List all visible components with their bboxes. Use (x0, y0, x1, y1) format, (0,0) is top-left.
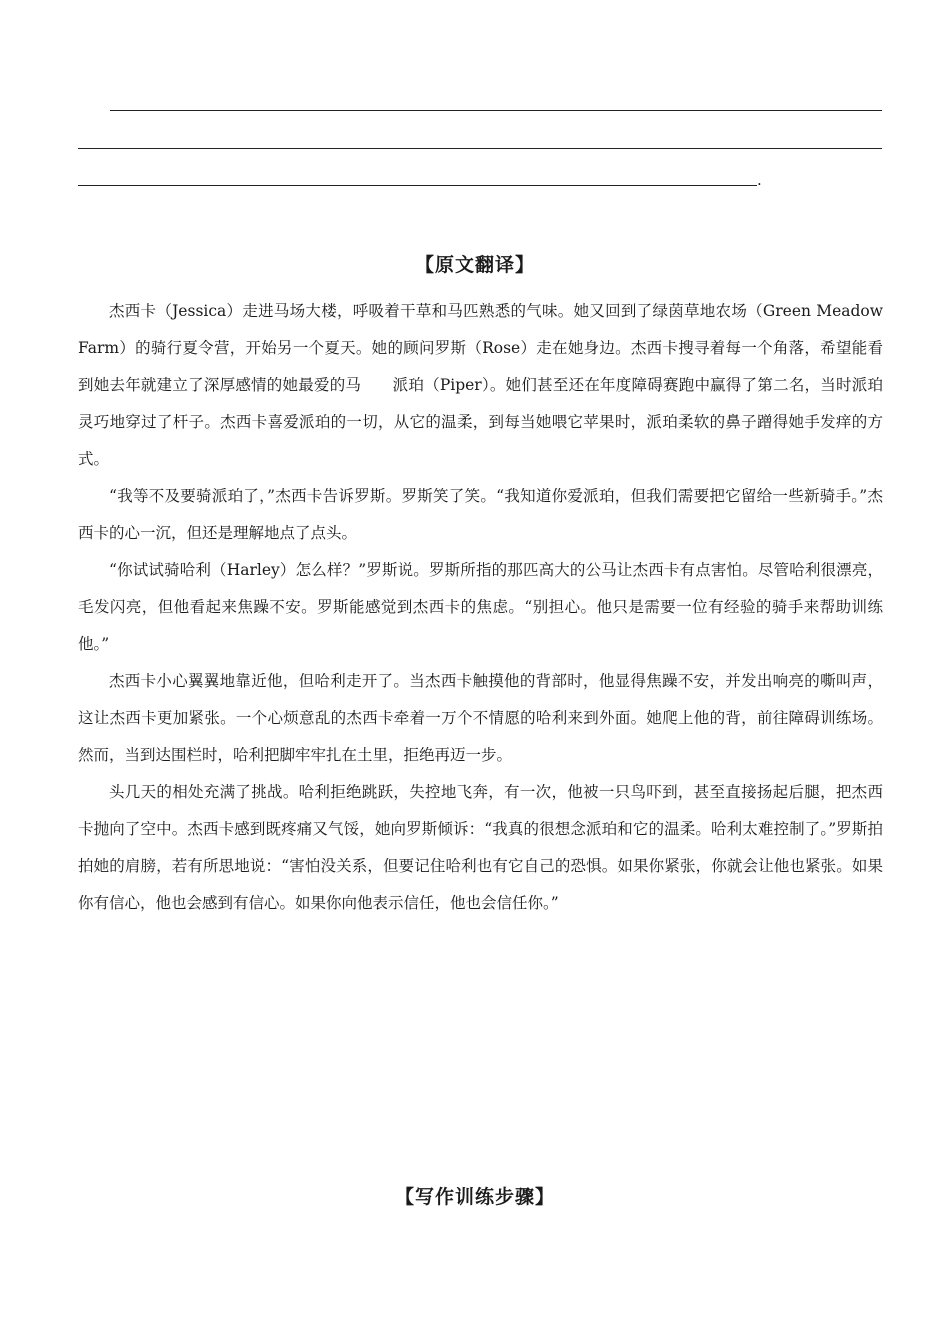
translation-paragraph-2: “我等不及要骑派珀了，”杰西卡告诉罗斯。罗斯笑了笑。“我知道你爱派珀，但我们需要把它留给一些新骑手。”杰西卡的心一沉，但还是理解地点了点头。 (78, 487, 883, 542)
translation-paragraph-3: “你试试骑哈利（Harley）怎么样？”罗斯说。罗斯所指的那匹高大的公马让杰西卡有点害怕。尽管哈利很漂亮，毛发闪亮，但他看起来焦躁不安。罗斯能感觉到杰西卡的焦虑。“别担心。他只是需要一位有经验的骑手来帮助训练他。” (78, 561, 883, 653)
translation-paragraph-1: 杰西卡（Jessica）走进马场大楼，呼吸着干草和马匹熟悉的气味。她又回到了绿茵草地农场（Green Meadow Farm）的骑行夏令营，开始另一个夏天。她的顾问罗斯（Rose）走在她身边。杰西卡搜寻着每一个角落，希望能看到她去年就建立了深厚感情的她最爱的马 派珀（Piper）。她们甚至还在年度障碍赛跑中赢得了第二名，当时派珀灵巧地穿过了杆子。杰西卡喜爱派珀的一切，从它的温柔，到每当她喂它苹果时，派珀柔软的鼻子蹭得她手发痒的方式。 (78, 302, 883, 468)
writing-steps-heading: 【写作训练步骤】 (394, 1186, 555, 1208)
translation-body (78, 293, 883, 922)
answer-line-period: . (757, 171, 762, 189)
translation-paragraph-5: 头几天的相处充满了挑战。哈利拒绝跳跃，失控地飞奔，有一次，他被一只鸟吓到，甚至直接扬起后腿，把杰西卡抛向了空中。杰西卡感到既疼痛又气馁，她向罗斯倾诉：“我真的很想念派珀和它的温柔。哈利太难控制了。”罗斯拍拍她的肩膀，若有所思地说：“害怕没关系，但要记住哈利也有它自己的恐惧。如果你紧张，你就会让他也紧张。如果你有信心，他也会感到有信心。如果你向他表示信任，他也会信任你。” (78, 783, 883, 912)
answer-line-3[interactable] (78, 185, 757, 186)
translation-paragraph-4: 杰西卡小心翼翼地靠近他，但哈利走开了。当杰西卡触摸他的背部时，他显得焦躁不安，并发出响亮的嘶叫声，这让杰西卡更加紧张。一个心烦意乱的杰西卡牵着一万个不情愿的哈利来到外面。她爬上他的背，前往障碍训练场。然而，当到达围栏时，哈利把脚牢牢扎在土里，拒绝再迈一步。 (78, 672, 883, 764)
answer-line-1[interactable] (110, 110, 882, 111)
translation-heading: 【原文翻译】 (414, 254, 535, 276)
answer-line-2[interactable] (78, 148, 882, 149)
